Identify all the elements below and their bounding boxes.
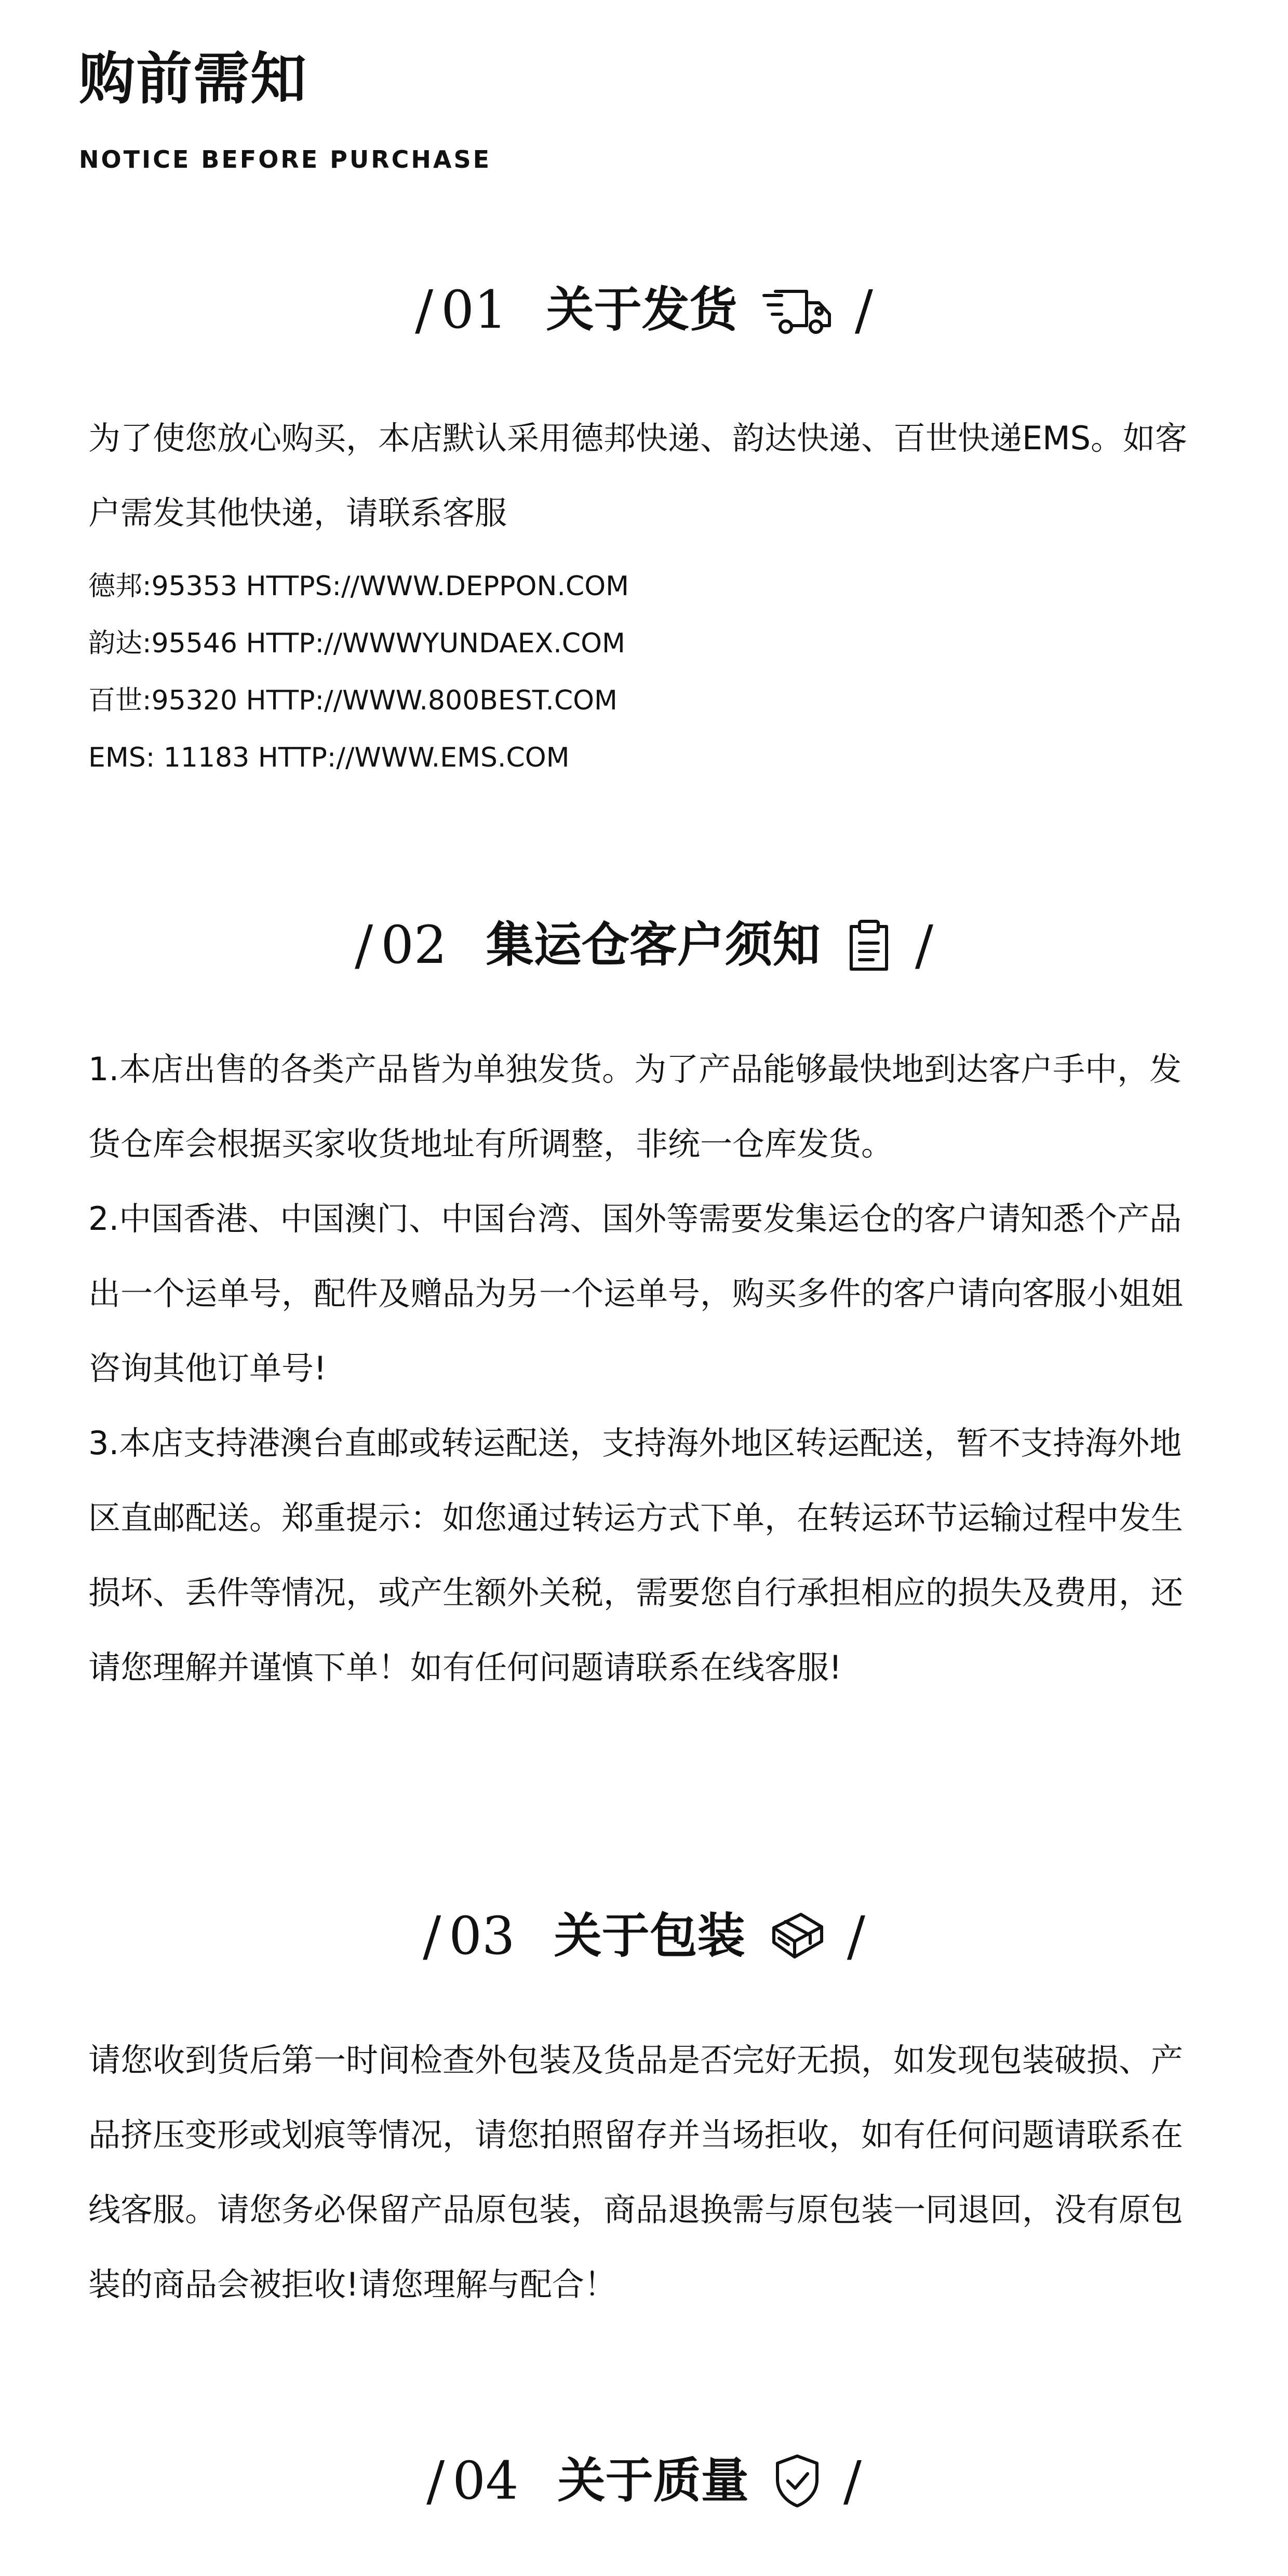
section-title: 集运仓客户须知 xyxy=(486,917,821,973)
clipboard-icon xyxy=(844,918,894,972)
page-subtitle: NOTICE BEFORE PURCHASE xyxy=(79,145,492,173)
courier-contact: 韵达:95546 HTTP://WWWYUNDAEX.COM xyxy=(88,628,625,659)
delivery-truck-icon xyxy=(761,284,834,336)
heading-slash-right: / xyxy=(854,278,873,342)
section-03-heading xyxy=(0,1904,1288,1968)
paragraph: 3.本店支持港澳台直邮或转运配送，支持海外地区转运配送，暂不支持海外地区直邮配送。郑重提示：如您通过转运方式下单，在转运环节运输过程中发生损坏、丢件等情况，或产生额外关税，需要您自行承担相应的损失及费用，还请您理解并谨慎下单！如有任何问题请联系在线客服! xyxy=(88,1424,1184,1686)
paragraph: 1.本店出售的各类产品皆为单独发货。为了产品能够最快地到达客户手中，发货仓库会根据买家收货地址有所调整，非统一仓库发货。 xyxy=(88,1050,1182,1163)
heading-slash-left: / xyxy=(426,2449,445,2513)
paragraph: 2.中国香港、中国澳门、中国台湾、国外等需要发集运仓的客户请知悉个产品出一个运单号，配件及赠品为另一个运单号，购买多件的客户请向客服小姐姐咨询其他订单号! xyxy=(88,1200,1184,1387)
section-01-heading xyxy=(0,278,1288,342)
courier-contact: EMS: 11183 HTTP://WWW.EMS.COM xyxy=(88,742,570,773)
section-title: 关于包装 xyxy=(554,1908,745,1964)
section-02-heading xyxy=(0,914,1288,977)
heading-slash-right: / xyxy=(847,1904,865,1968)
section-number: 01 xyxy=(441,279,507,340)
section-02-text xyxy=(88,1032,1210,1705)
paragraph: 为了使您放心购买，本店默认采用德邦快递、韵达快递、百世快递EMS。如客户需发其他快递，请联系客服 xyxy=(88,419,1188,532)
heading-slash-right: / xyxy=(843,2449,862,2513)
heading-slash-left: / xyxy=(415,278,434,342)
section-03-text xyxy=(88,2023,1210,2322)
section-title: 关于质量 xyxy=(557,2453,749,2508)
section-number: 04 xyxy=(452,2450,519,2511)
heading-slash-left: / xyxy=(423,1904,441,1968)
shield-check-icon xyxy=(772,2453,822,2509)
section-title: 关于发货 xyxy=(546,282,737,338)
section-number: 02 xyxy=(381,915,447,975)
courier-contact: 百世:95320 HTTP://WWW.800BEST.COM xyxy=(88,685,618,716)
paragraph: 请您收到货后第一时间检查外包装及货品是否完好无损，如发现包装破损、产品挤压变形或划痕等情况，请您拍照留存并当场拒收，如有任何问题请联系在线客服。请您务必保留产品原包装，商品退换需与原包装一同退回，没有原包装的商品会被拒收!请您理解与配合！ xyxy=(88,2041,1184,2303)
courier-contact: 德邦:95353 HTTPS://WWW.DEPPON.COM xyxy=(88,571,629,602)
section-04-heading xyxy=(0,2449,1288,2513)
courier-contact-list xyxy=(88,558,1210,786)
section-number: 03 xyxy=(449,1906,515,1966)
section-01-text xyxy=(88,401,1210,551)
heading-slash-right: / xyxy=(915,914,933,977)
heading-slash-left: / xyxy=(355,914,373,977)
page-title: 购前需知 xyxy=(79,47,308,112)
package-box-icon xyxy=(769,1909,826,1963)
